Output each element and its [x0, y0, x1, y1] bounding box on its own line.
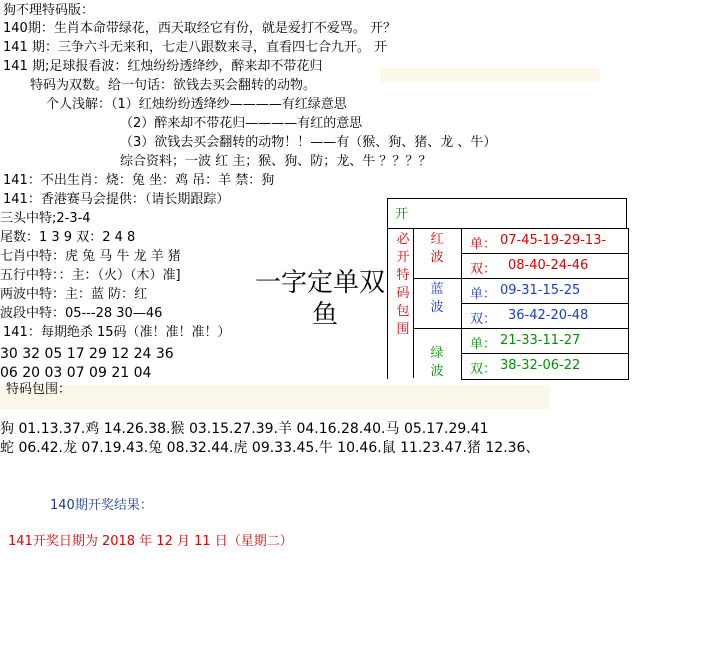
explanation-4: 综合资料；一波 红 主；猴、狗、防；龙、牛 ？？？？: [120, 154, 432, 169]
wave-numbers-column: [461, 228, 628, 380]
red-odd-row: 单： 07-45-19-29-13-: [462, 228, 629, 254]
numbers-row: 06 20 03 07 09 21 04: [0, 365, 152, 381]
big-headline: 一字定单双: [255, 268, 386, 298]
wave-table-header: [387, 198, 627, 229]
numbers-row: 30 32 05 17 29 12 24 36: [0, 346, 174, 362]
red-wave-cell: [414, 228, 462, 279]
blue-odd-row: 单： 09-31-15-25: [462, 278, 629, 304]
explanation-3: （3）欲钱去买会翻转的动物！！——有（猴、狗、猪、龙 、牛）: [120, 135, 497, 150]
prediction-141-b: 141 期;足球报看波：红烛纷纷透绛纱，醉来却不带花归: [3, 59, 323, 74]
red-wave-label: 红 波: [430, 232, 444, 265]
draw-date: 141开奖日期为 2018 年 12 月 11 日（星期二）: [8, 534, 293, 549]
big-headline-sub: 鱼: [312, 300, 339, 330]
tip-line: 两波中特：主：蓝 防：红: [0, 287, 148, 302]
zodiac-number-row: 狗 01.13.37.鸡 14.26.38.猴 03.15.27.39.羊 04.16.28.40.马 05.17.29.41: [0, 421, 489, 437]
green-wave-cell: [414, 328, 462, 379]
wave-table-left-column: [387, 228, 414, 379]
wave-name-column: [413, 228, 462, 378]
explanation-1: 个人浅解：（1）红烛纷纷透绛纱————有红绿意思: [46, 97, 347, 112]
jue-sha-line: 141：每期绝杀 15码（准！准！准！）: [3, 325, 231, 340]
prediction-141-a: 141 期：三争六斗无来和，七走八跟数来寻，直看四七合九开。 开: [3, 40, 388, 55]
zodiac-number-row: 蛇 06.42.龙 07.19.43.兔 08.32.44.虎 09.33.45.牛 10.46.鼠 11.23.47.猪 12.36、: [0, 440, 540, 456]
wave-table: [387, 198, 627, 380]
vertical-label: 必 开 特 码 包 围: [396, 232, 410, 337]
prediction-140: 140期：生肖本命带绿花，西天取经它有份，就是爱打不爱骂。 开？: [3, 21, 396, 36]
tip-line: 七肖中特：虎 兔 马 牛 龙 羊 猪: [0, 249, 181, 264]
tip-line: 五行中特：：主：（火）（木）准]: [0, 268, 181, 283]
highlight-strip: [0, 385, 550, 409]
blue-even-row: 双： 36-42-20-48: [462, 303, 629, 329]
zodiac-exclusion-line: 141：不出生肖：烧：兔 坐：鸡 吊：羊 禁：狗: [3, 173, 275, 188]
result-label: 140期开奖结果：: [50, 498, 153, 513]
tip-line: 波段中特：05---28 30—46: [0, 306, 163, 321]
red-even-row: 双： 08-40-24-46: [462, 253, 629, 279]
tip-line: 尾数：1 3 9 双：2 4 8: [0, 230, 136, 245]
bao-wei-label: 特码包围：: [6, 382, 72, 397]
special-hint: 特码为双数。给一句话：欲钱去买会翻转的动物。: [30, 78, 317, 93]
blue-wave-cell: [414, 278, 462, 329]
page-header: 狗不理特码版：: [3, 3, 95, 18]
wave-table-header-text: 开: [395, 207, 409, 222]
highlight-strip: [380, 68, 600, 82]
explanation-2: （2）醉来却不带花归————有红的意思: [120, 116, 363, 131]
green-wave-label: 绿 波: [430, 346, 444, 379]
green-even-row: 双： 38-32-06-22: [462, 353, 629, 380]
hk-jockey-line: 141：香港赛马会提供：（请长期跟踪）: [3, 192, 230, 207]
blue-wave-label: 蓝 波: [430, 282, 444, 315]
green-odd-row: 单： 21-33-11-27: [462, 328, 629, 354]
tip-line: 三头中特;2-3-4: [0, 211, 91, 226]
